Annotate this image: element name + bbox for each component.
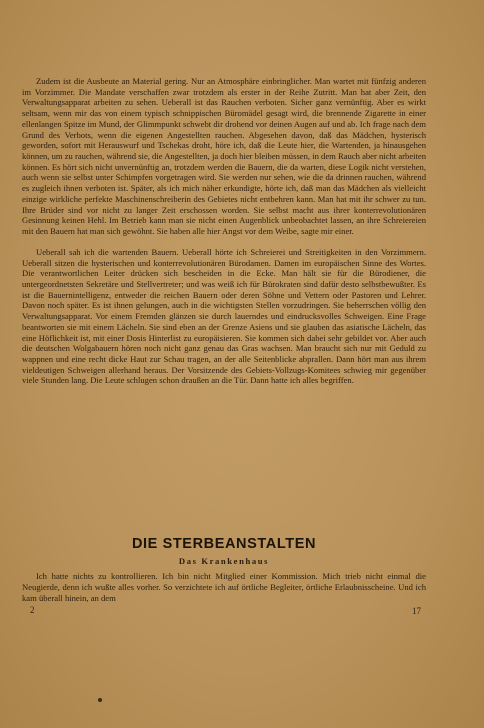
signature-mark: 2 <box>30 605 35 615</box>
body-text <box>22 76 426 386</box>
paragraph: Zudem ist die Ausbeute an Material gering. Nur an Atmosphäre einbringlicher. Man wartet mit fünfzig anderen im Vorzimmer. Die Mandate verschaffen zwar trotzdem als erster in der Reihe Zutritt. Man hat aber Zeit, den Verwaltungsapparat arbeiten zu sehen. Ueberall ist das Rauchen verboten. Sicher ganz vernünftig. Aber es wirkt seltsam, wenn mir das von einem typisch schnippischen Büromädel gesagt wird, die brennende Zigarette in einer ellenlangen Spitze im Mund, der Glimmpunkt schwebt dir drohend vor deinen Augen auf und ab. Ich frage nach dem Grund des Verbots, wenn die eigenen Angestellten rauchen. Abgesehen davon, daß das Mädchen, hysterisch geworden, sofort mit Herauswurf und Tschekas droht, höre ich, daß die Leute hier, die Wartenden, ja hinausgehen können, um zu rauchen, während sie, die Angestellten, ja doch hier bleiben müssen, in dem Rauch aber nicht arbeiten können. Es hört sich nicht unvernünftig an, trotzdem werden die Bauern, die da warten, diese Logik nicht verstehen, auch wenn sie selbst unter Schimpfen vorgetragen wird. Sie werden nur sehen, wie die da drinnen rauchen, während es zugleich ihnen verboten ist. Später, als ich mich näher erkundigte, hörte ich, daß man das Mädchen als vielleicht einzige wirkliche perfekte Maschinenschreiberin des Gebietes nicht entbehren kann. Man hat mit ihr schwer zu tun. Ihre Brüder sind vor nicht zu langer Zeit erschossen worden. Sie selbst macht aus ihrer konterrevolutionären Gesinnung keinen Hehl. Im Betrieb kann man sie nicht einen Augenblick unbeobachtet lassen, an ihre Schreiereien mit den Bauern hat man sich gewöhnt. Sie haben alle hier Angst vor dem Weibe, sagte mir einer. <box>22 76 427 237</box>
section-subtitle: Das Krankenhaus <box>178 556 270 566</box>
paragraph: Ueberall sah ich die wartenden Bauern. Ueberall hörte ich Schreierei und Streitigkeiten in den Vorzimmern. Ueberall sitzen die hysterischen und konterrevolutionären Bürodamen. Damen im europäischen Sinne des Wortes. Die verantwortlichen Leiter drücken sich bescheiden in die Ecke. Man hält sie für die Bürodiener, die untergeordnetsten Sekretäre und Stellvertreter; und was weiß ich für Bürokraten sind dafür desto selbstbewußter. Es ist die Bauernintelligenz, entweder die reichen Bauern oder deren Söhne und Vettern oder Pastoren und Lehrer. Davon noch später. Es ist ihnen gelungen, auch in die wichtigsten Stellen vorzudringen. Sie beherrschen völlig den Verwaltungsapparat. Vor einem Fremden glänzen sie durch lauerndes und eindrucksvolles Schweigen. Eine Frage beantworten sie mit einem Lächeln. Sie sind eben an der Grenze Asiens und sie glauben das asiatische Lächeln, das eine Höflichkeit ist, mit einer Dosis Hinterlist zu europäisieren. Sie kommen sich dabei sehr gebildet vor. Aber auch die deutschen Wolgabauern hören noch nicht ganz genau das Gras wachsen. Man braucht sich nur mit Geduld zu wappnen und eine recht dicke Haut zur Schau tragen, an der alle Seitenblicke abprallen. Dann hört man aus ihrem vieldeutigen Schweigen allerhand heraus. Der Vorsitzende des Gebiets-Vollzugs-Komitees schwieg mir gegenüber viele Stunden lang. Die Leute schlugen schon draußen an die Tür. Dann hatte ich alles begriffen. <box>22 246 426 386</box>
section-paragraph: Ich hatte nichts zu kontrollieren. Ich bin nicht Mitglied einer Kommission. Mich trieb nicht einmal die Neugierde, denn ich wußte alles vorher. So verzichtete ich auf örtliche Begleiter, örtliche Erlaubnisscheine. Und ich kam überall hinein, an dem <box>22 571 426 603</box>
page-number: 17 <box>412 606 421 616</box>
binding-hole-icon <box>98 698 102 702</box>
section-title: DIE STERBEANSTALTEN <box>131 536 317 552</box>
